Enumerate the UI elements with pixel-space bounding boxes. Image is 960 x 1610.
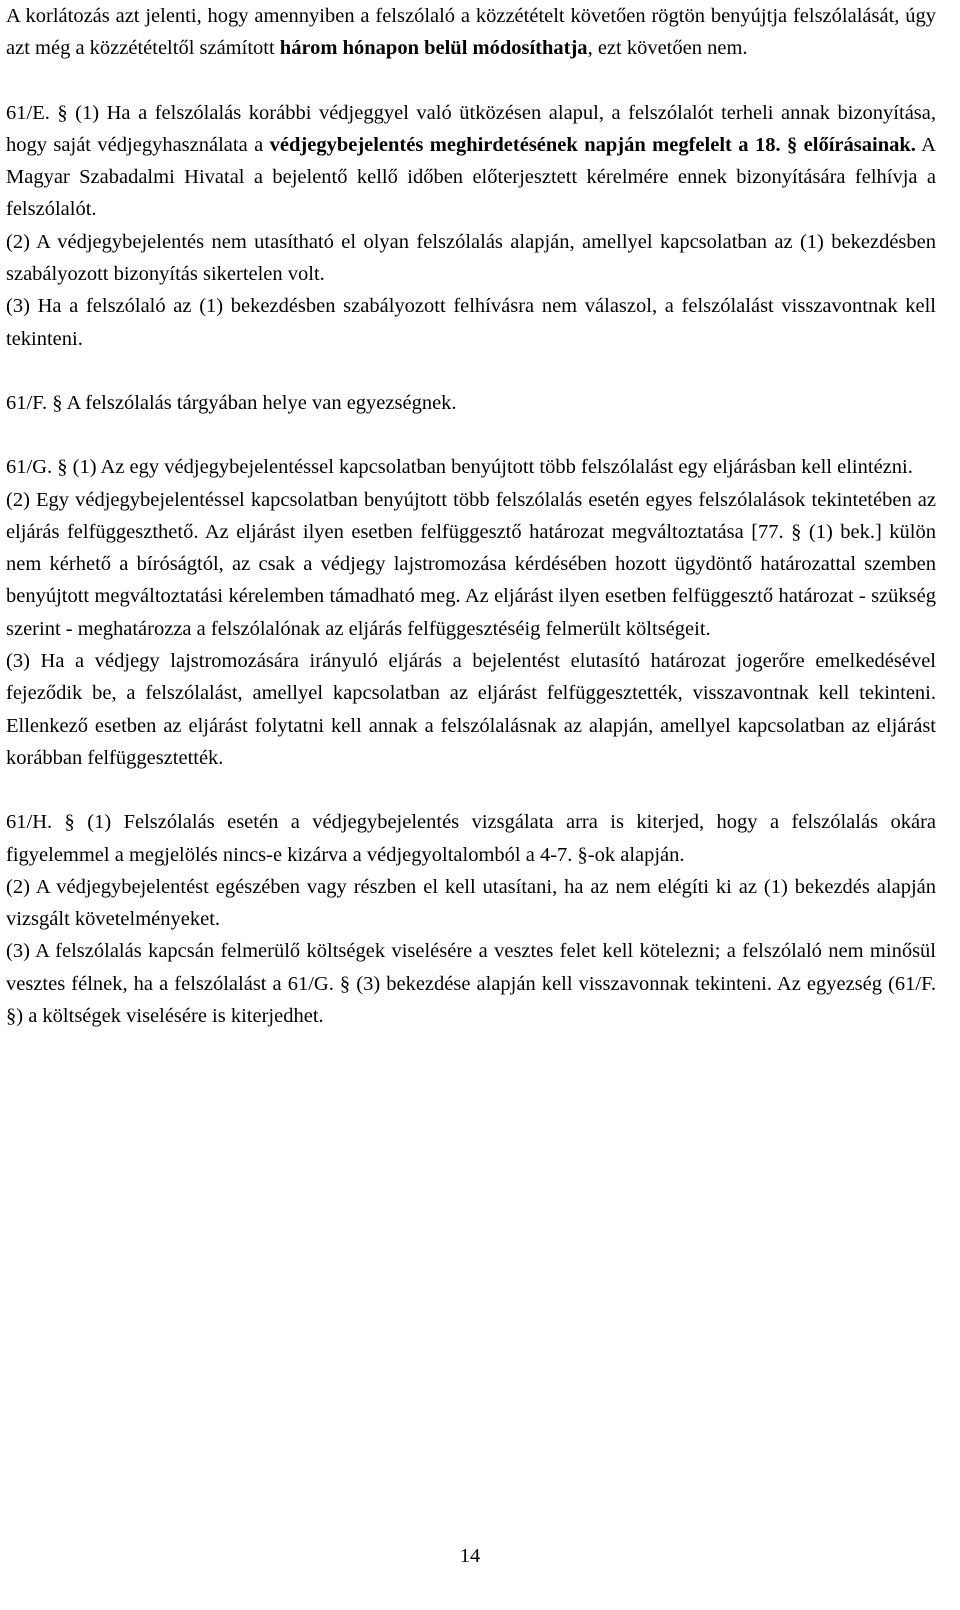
- section-61h-paragraph-1: 61/H. § (1) Felszólalás esetén a védjegybejelentés vizsgálata arra is kiterjed, hogy a felszólalás okára figyelemmel a megjelölés nincs-e kizárva a védjegyoltalomból a 4-7. §-ok alapján.: [6, 811, 936, 866]
- section-61g-paragraph-1: 61/G. § (1) Az egy védjegybejelentéssel kapcsolatban benyújtott több felszólalást egy eljárásban kell elintézni.: [6, 456, 913, 479]
- section-61h-paragraph-3: (3) A felszólalás kapcsán felmerülő költségek viselésére a vesztes felet kell kötelezni; a felszólaló nem minősül vesztes félnek, ha a felszólalást a 61/G. § (3) bekezdése alapján kell visszavonnak tekinteni. Az egyezség (61/F. §) a költségek viselésére is kiterjedhet.: [6, 940, 936, 1028]
- section-61g-paragraph-3: (3) Ha a védjegy lajstromozására irányuló eljárás a bejelentést elutasító határozat jogerőre emelkedésével fejeződik be, a felszólalást, amellyel kapcsolatban az eljárást felfüggesztették, visszavontnak kell tekinteni. Ellenkező esetben az eljárást folytatni kell annak a felszólalásnak az alapján, amellyel kapcsolatban az eljárást korábban felfüggesztették.: [6, 650, 936, 769]
- paragraph-intro: [6, 0, 936, 65]
- section-61g-paragraph-2: (2) Egy védjegybejelentéssel kapcsolatban benyújtott több felszólalás esetén egyes felszólalások tekintetében az eljárás felfüggeszthető. Az eljárást ilyen esetben felfüggesztő határozat megváltoztatása [77. § (1) bek.] külön nem kérhető a bíróságtól, az csak a védjegy lajstromozása kérdésében hozott ügydöntő határozattal szemben benyújtott megváltoztatási kérelemben támadható meg. Az eljárást ilyen esetben felfüggesztő határozat - szükség szerint - meghatározza a felszólalónak az eljárás felfüggesztéséig felmerült költségeit.: [6, 488, 936, 640]
- page-number: 14: [459, 1545, 481, 1567]
- section-61e-paragraph-1: [6, 97, 936, 226]
- intro-text-start: A korlátozás azt jelenti, hogy amennyiben a felszólaló a közzétételt követően rögtön benyújtja felszólalását, úgy azt még a közzétételtől számított: [6, 5, 936, 60]
- section-61e-paragraph-2: (2) A védjegybejelentés nem utasítható el olyan felszólalás alapján, amellyel kapcsolatban az (1) bekezdésben szabályozott bizonyítás sikertelen volt.: [6, 230, 936, 286]
- section-61f-paragraph-1: 61/F. § A felszólalás tárgyában helye van egyezségnek.: [6, 391, 457, 414]
- intro-text-end: , ezt követően nem.: [587, 37, 748, 60]
- section-61e-p1-text-start: 61/E. § (1) Ha a felszólalás korábbi védjeggyel való ütközésen alapul, a felszólalót terheli annak bizonyítása, hogy saját védjegyhasználata a: [6, 101, 936, 156]
- section-61h-paragraph-2: (2) A védjegybejelentést egészében vagy részben el kell utasítani, ha az nem elégíti ki az (1) bekezdés alapján vizsgált követelményeket.: [6, 875, 936, 931]
- section-61e-paragraph-3: (3) Ha a felszólaló az (1) bekezdésben szabályozott felhívásra nem válaszol, a felszólalást visszavontnak kell tekinteni.: [6, 295, 936, 350]
- intro-bold-text: három hónapon belül módosíthatja: [279, 37, 588, 60]
- document-body: [6, 0, 936, 1032]
- section-61e-p1-text-end: A Magyar Szabadalmi Hivatal a bejelentő kellő időben előterjesztett kérelmére ennek bizonyítására felhívja a felszólalót.: [6, 133, 936, 221]
- section-61e-p1-bold-text: védjegybejelentés meghirdetésének napján megfelelt a 18. § előírásainak.: [269, 133, 916, 156]
